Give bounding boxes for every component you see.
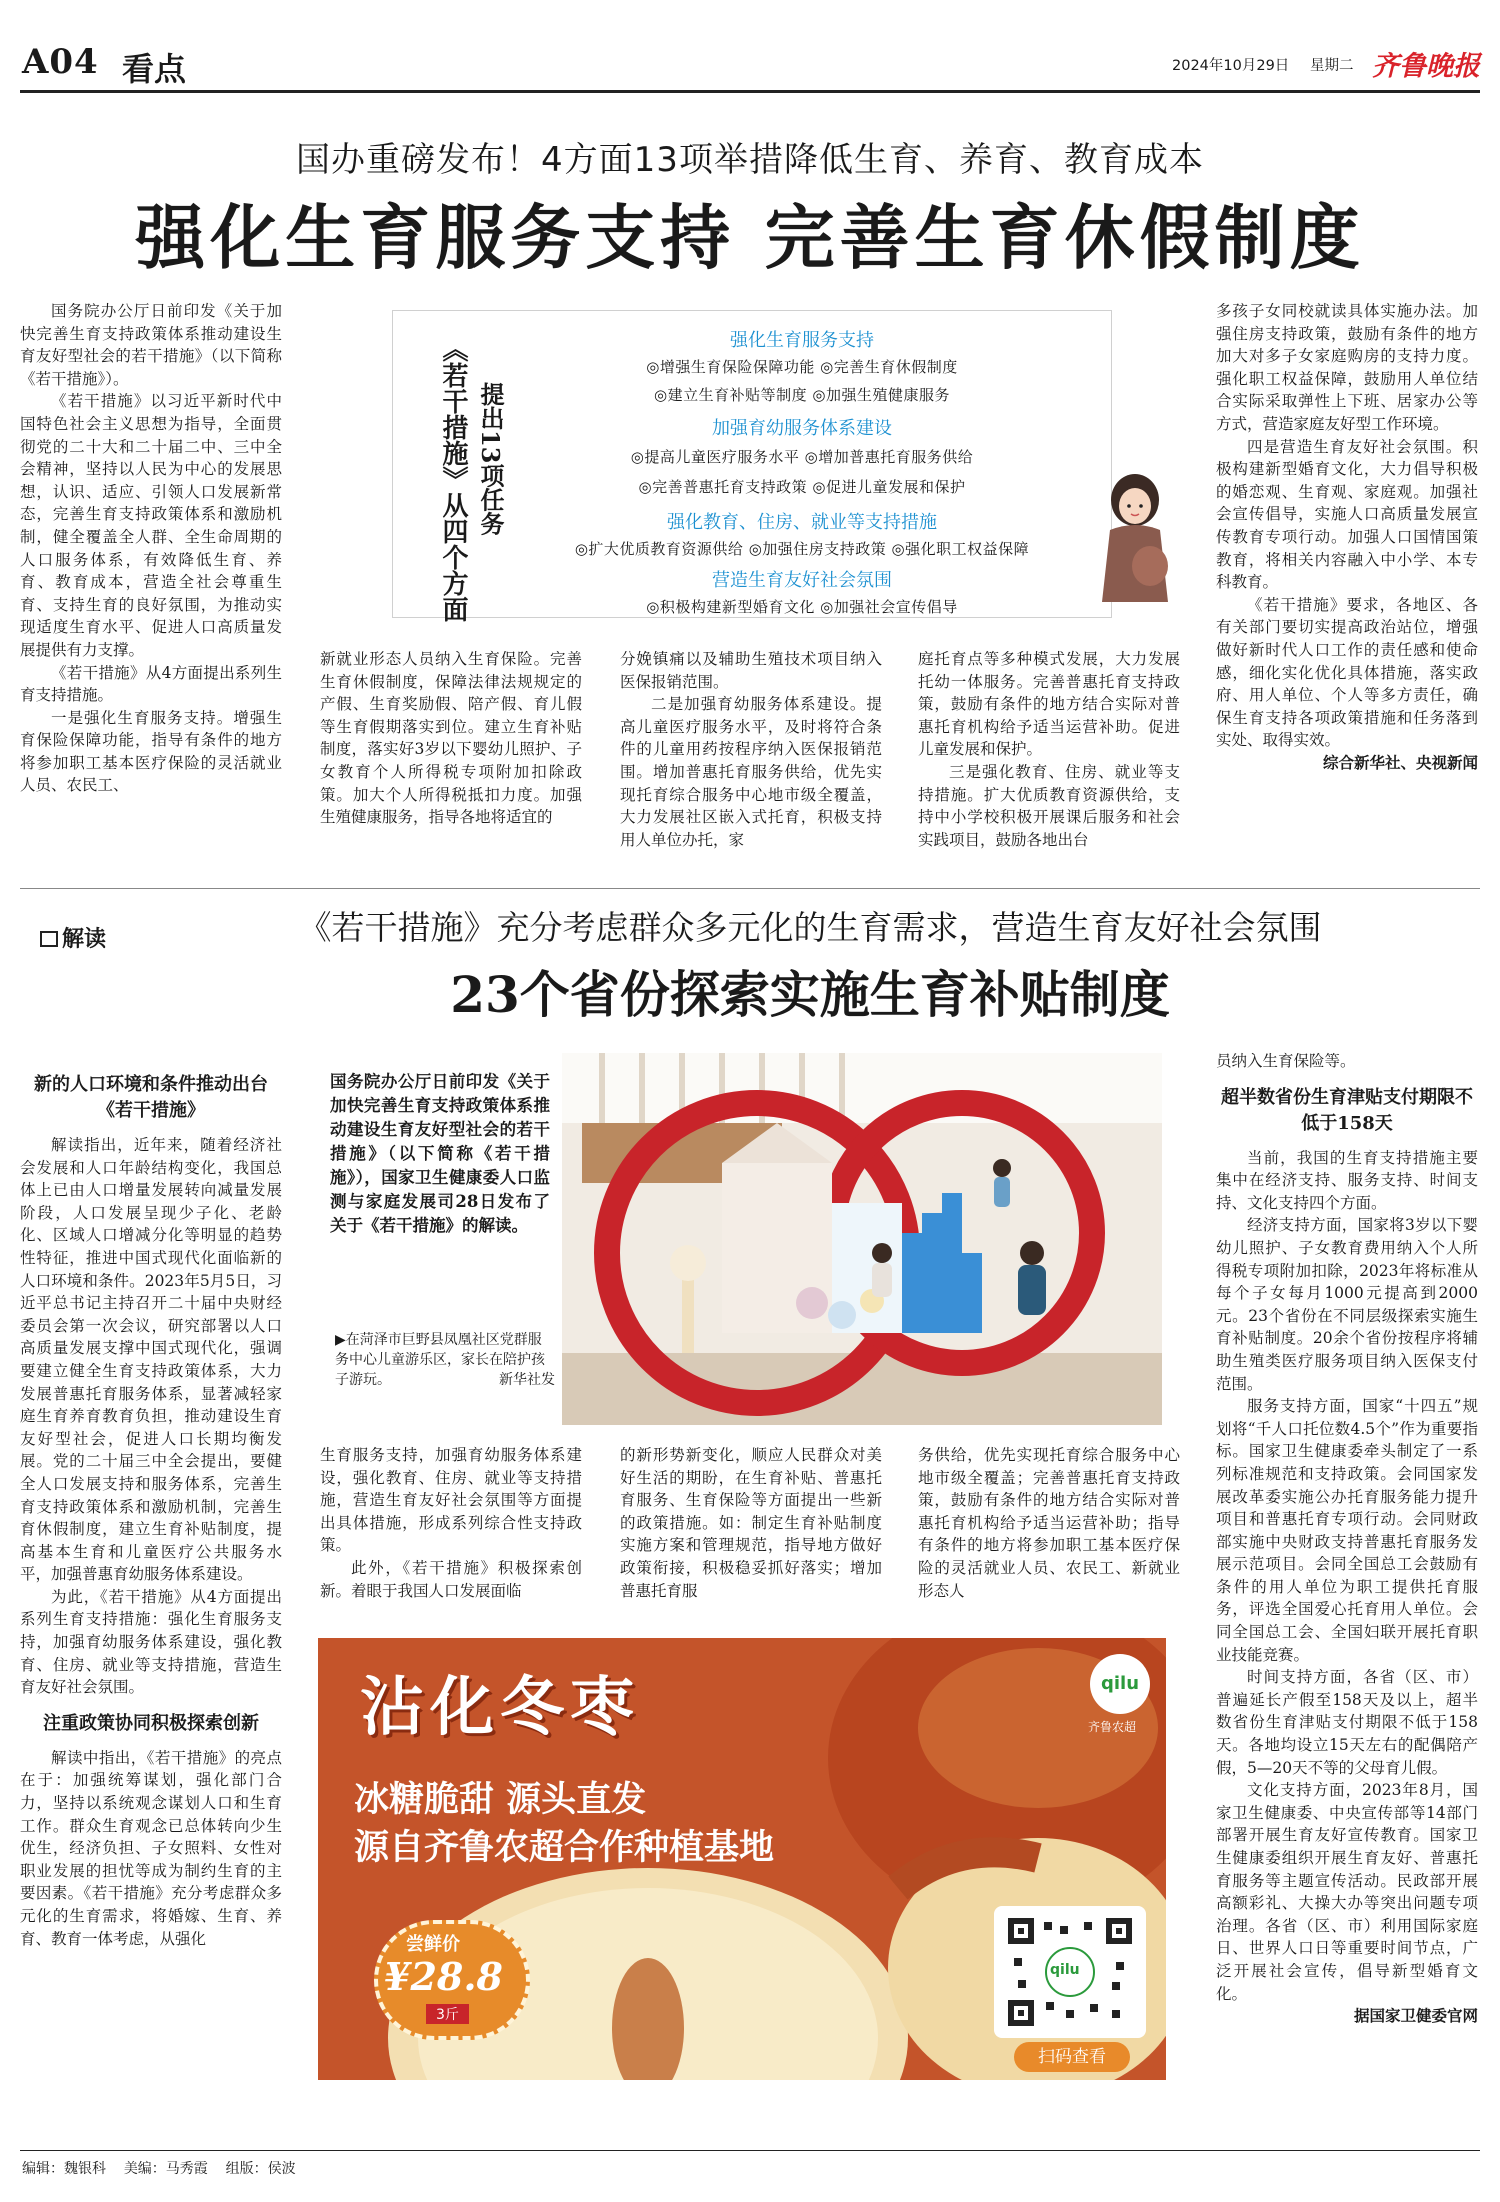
qilu-logo: qilu [1090,1654,1150,1714]
infobox-row: ◎扩大优质教育资源供给 ◎加强住房支持政策 ◎强化职工权益保障 [574,540,1030,558]
story2-kicker: 《若干措施》充分考虑群众多元化的生育需求，营造生育友好社会氛围 [298,908,1322,947]
paragraph: 的新形势新变化，顺应人民群众对美好生活的期盼，在生育补贴、普惠托育服务、生育保险等方面提出一些新的政策措施。如：制定生育补贴制度实施方案和管理规范，指导地方做好政策衔接，积极稳妥抓好落实；增加普惠托育服 [620,1446,882,1600]
paragraph: 员纳入生育保险等。 [1216,1052,1356,1070]
paragraph: 《若干措施》以习近平新时代中国特色社会主义思想为指导，全面贯彻党的二十大和二十届二中、三中全会精神，坚持以人民为中心的发展思想，认识、适应、引领人口发展新常态，完善生育支持政策体系和激励机制，健全覆盖全人群、全生命周期的人口服务体系，有效降低生育、养育、教育成本，营造全社会尊重生育、支持生育的良好氛围，为推动实现适度生育水平、促进人口高质量发展提供有力支撑。 [20,392,282,659]
header-rule [20,90,1480,93]
story1-headline: 强化生育服务支持 完善生育休假制度 [135,196,1365,279]
infobox-row: ◎提高儿童医疗服务水平 ◎增加普惠托育服务供给 [630,448,974,466]
footer-editor: 编辑：魏银科 [22,2161,106,2177]
paragraph: 四是营造生育友好社会氛围。积极构建新型婚育文化，大力倡导积极的婚恋观、生育观、家庭观。加强社会宣传倡导，实施人口高质量发展宣传教育专项行动。加强人口国情国策教育，将相关内容融入中小学、本专科教育。 [1216,437,1478,592]
infobox-row: ◎完善普惠托育支持政策 ◎促进儿童发展和保护 [638,478,966,496]
infobox-vertical-title: 《若干措施》从四个方面 [438,336,468,622]
paragraph: 二是加强育幼服务体系建设。提高儿童医疗服务水平，及时将符合条件的儿童用药按程序纳入医保报销范围。增加普惠托育服务供给，优先实现托育综合服务中心地市级全覆盖，大力发展社区嵌入式托育，积极支持用人单位办托，家 [620,695,882,849]
story1-column-2 [320,648,582,868]
infobox-heading: 营造生育友好社会氛围 [712,570,892,591]
story1-column-4 [918,648,1180,868]
paragraph: 新就业形态人员纳入生育保险。完善生育休假制度，保障法律法规规定的产假、生育奖励假、陪产假、育儿假等生育假期落实到位。建立生育补贴制度，落实好3岁以下婴幼儿照护、子女教育个人所得税专项附加扣除政策。加大个人所得税抵扣力度。加强生殖健康服务，指导各地将适宜的 [320,650,582,827]
issue-date: 2024年10月29日 [1172,58,1290,74]
paragraph: 解读指出，近年来，随着经济社会发展和人口年龄结构变化，我国总体上已由人口增量发展转向减量发展阶段，人口发展呈现少子化、老龄化、区域人口增减分化等明显的趋势性特征，推进中国式现代化面临新的人口环境和条件。2023年5月5日，习近平总书记主持召开二十届中央财经委员会第一次会议，研究部署以人口高质量发展支撑中国式现代化，强调要建立健全生育支持政策体系，大力发展普惠托育服务体系，显著减轻家庭生育养育教育负担，推动建设生育友好型社会，促进人口长期均衡发展。党的二十届三中全会提出，要健全人口发展支持和服务体系，完善生育支持政策体系和激励机制，完善生育休假制度，建立生育补贴制度，提高基本生育和儿童医疗公共服务水平，加强普惠育幼服务体系建设。 [20,1136,282,1584]
infobox-heading: 强化教育、住房、就业等支持措施 [667,512,937,533]
paragraph: 三是强化教育、住房、就业等支持措施。扩大优质教育资源供给，支持中小学校积极开展课后服务和社会实践项目，鼓励各地出台 [918,762,1180,849]
paragraph: 《若干措施》要求，各地区、各有关部门要切实提高政治站位，增强做好新时代人口工作的责任感和使命感，细化实化优化具体措施，落实政府、用人单位、个人等多方责任，确保生育支持各项政策措施和任务落到实处、取得实效。 [1216,595,1478,750]
byline: 综合新华社、央视新闻 [1322,752,1478,772]
masthead-logo: 齐鲁晚报 [1372,51,1480,82]
infobox-row: ◎积极构建新型婚育文化 ◎加强社会宣传倡导 [646,598,958,616]
playground-photo [562,1053,1162,1425]
paragraph: 经济支持方面，国家将3岁以下婴幼儿照护、子女教育费用纳入个人所得税专项附加扣除，2023年将标准从每个子女每月1000元提高到2000元。23个省份在不同层级探索实施生育补贴制度。20余个省份按程序将辅助生殖类医疗服务项目纳入医保支付范围。 [1216,1216,1478,1393]
paragraph: 时间支持方面，各省（区、市）普遍延长产假至158天及以上，超半数省份生育津贴支付期限不低于158天。各地均设立15天左右的配偶陪产假，5—20天不等的父母育儿假。 [1216,1668,1478,1777]
price-value: ¥28.8 [384,1954,503,1999]
paragraph: 庭托育点等多种模式发展，大力发展托幼一体服务。完善普惠托育支持政策，鼓励有条件的地方结合实际对普惠托育机构给予适当运营补助。促进儿童发展和保护。 [918,650,1180,759]
subheading: 新的人口环境和条件推动出台《若干措施》 [34,1074,268,1121]
story1-kicker: 国办重磅发布！4方面13项举措降低生育、养育、教育成本 [296,140,1204,180]
infobox-vertical-subtitle: 提出13项任务 [476,382,505,536]
paragraph: 国务院办公厅日前印发《关于加快完善生育支持政策体系推动建设生育友好型社会的若干措施》（以下简称《若干措施》）。 [20,302,282,388]
paragraph: 服务支持方面，国家“十四五”规划将“千人口托位数4.5个”作为重要指标。国家卫生健康委牵头制定了一系列标准规范和支持政策。会同国家发展改革委实施公办托育服务能力提升项目和普惠托育专项行动。会同财政部实施中央财政支持普惠托育服务发展示范项目。会同全国总工会鼓励有条件的用人单位为职工提供托育服务，评选全国爱心托育用人单位。会同全国总工会、全国妇联开展托育职业技能竞赛。 [1216,1397,1478,1664]
subheading: 注重政策协同积极探索创新 [43,1712,259,1734]
infobox-heading: 加强育幼服务体系建设 [712,418,892,439]
paragraph: 分娩镇痛以及辅助生殖技术项目纳入医保报销范围。 [620,650,882,691]
scan-button[interactable]: 扫码查看 [1014,2042,1130,2072]
photo-caption [335,1330,555,1390]
paragraph: 一是强化生育服务支持。增强生育保险保障功能，指导有条件的地方将参加职工基本医疗保险的灵活就业人员、农民工、 [20,708,282,795]
byline: 据国家卫健委官网 [1353,2006,1478,2026]
paragraph: 为此，《若干措施》从4方面提出系列生育支持措施：强化生育服务支持，加强育幼服务体系建设，强化教育、住房、就业等支持措施，营造生育友好社会氛围。 [20,1587,282,1697]
ad-slogan-2: 源自齐鲁农超合作种植基地 [354,1828,775,1868]
paragraph: 多孩子女同校就读具体实施办法。加强住房支持政策，鼓励有条件的地方加大对多子女家庭购房的支持力度。强化职工权益保障，鼓励用人单位结合实际采取弹性上下班、居家办公等方式，营造家庭友好型工作环境。 [1216,302,1478,433]
paragraph: 务供给，优先实现托育综合服务中心地市级全覆盖；完善普惠托育支持政策，鼓励有条件的地方结合实际对普惠托育机构给予适当运营补助；指导有条件的地方将参加职工基本医疗保险的灵活就业人员、农民工、新就业形态人 [918,1446,1180,1600]
pregnant-woman-illustration [1092,470,1178,610]
paragraph: 《若干措施》从4方面提出系列生育支持措施。 [20,663,282,705]
story2-column-2 [320,1444,582,1624]
subheading: 超半数省份生育津贴支付期限不低于158天 [1221,1086,1473,1134]
story2-column-right [1216,1050,1478,2148]
footer-layout: 组版：侯波 [225,2161,296,2177]
story2-headline: 23个省份探索实施生育补贴制度 [450,965,1170,1024]
photo-caption-text: ▶在菏泽市巨野县凤凰社区党群服务中心儿童游乐区，家长在陪护孩子游玩。 [335,1332,545,1388]
paragraph: 当前，我国的生育支持措施主要集中在经济支持、服务支持、时间支持、文化支持四个方面。 [1216,1148,1478,1212]
analysis-tag-label: 解读 [62,926,107,952]
ad-slogan-1: 冰糖脆甜 源头直发 [354,1780,647,1820]
page-label: A04 [22,42,99,82]
paragraph: 解读中指出，《若干措施》的亮点在于：加强统筹谋划，强化部门合力，坚持以系统观念谋划人口和生育工作。群众生育观念已总体转向少生优生，经济负担、子女照料、女性对职业发展的担忧等成为制约生育的主要因素。《若干措施》充分考虑群众多元化的生育需求，将婚嫁、生育、养育、教育一体考虑，从强化 [20,1748,282,1948]
paragraph: 此外，《若干措施》积极探索创新。着眼于我国人口发展面临 [320,1558,582,1600]
qr-logo-text: qilu [1050,1962,1080,1978]
story1-column-left [20,300,282,845]
story2-column-3 [620,1444,882,1624]
section-divider [20,888,1480,889]
footer-rule [20,2150,1480,2151]
story2-column-4 [918,1444,1180,1624]
playground-photo-image [562,1053,1162,1425]
footer-designer: 美编：马秀霞 [123,2161,208,2177]
qilu-logo-caption: 齐鲁农超 [1088,1720,1137,1734]
photo-intro: 国务院办公厅日前印发《关于加快完善生育支持政策体系推动建设生育友好型社会的若干措施》（以下简称《若干措施》），国家卫生健康委人口监测与家庭发展司28日发布了关于《若干措施》的解读。 [330,1072,550,1235]
story1-column-right [1216,300,1478,860]
qr-code[interactable] [994,1906,1146,2038]
price-label: 尝鲜价 [406,1934,460,1955]
story1-column-3 [620,648,882,868]
paragraph: 文化支持方面，2023年8月，国家卫生健康委、中央宣传部等14部门部署开展生育友好宣传教育。国家卫生健康委组织开展生育友好、普惠托育服务等主题宣传活动。民政部开展高额彩礼、大操大办等突出问题专项治理。各省（区、市）利用国际家庭日、世界人口日等重要时间节点，广泛开展社会宣传，倡导新型婚育文化。 [1216,1781,1478,2003]
footer-credits [22,2158,296,2178]
paragraph: 生育服务支持，加强育幼服务体系建设，强化教育、住房、就业等支持措施，营造生育友好社会氛围等方面提出具体措施，形成系列综合性支持政策。 [320,1446,582,1555]
winter-jujube-ad[interactable] [318,1638,1166,2080]
photo-credit: 新华社发 [499,1372,555,1388]
ad-title: 沾化冬枣 [360,1670,640,1745]
price-unit: 3斤 [426,2004,469,2024]
section-name: 看点 [122,50,187,88]
infobox-heading: 强化生育服务支持 [730,330,874,351]
infobox-row: ◎增强生育保险保障功能 ◎完善生育休假制度 [646,358,958,376]
weekday: 星期二 [1310,58,1354,74]
story2-column-left [20,1060,282,2150]
infobox-row: ◎建立生育补贴等制度 ◎加强生殖健康服务 [654,386,950,404]
